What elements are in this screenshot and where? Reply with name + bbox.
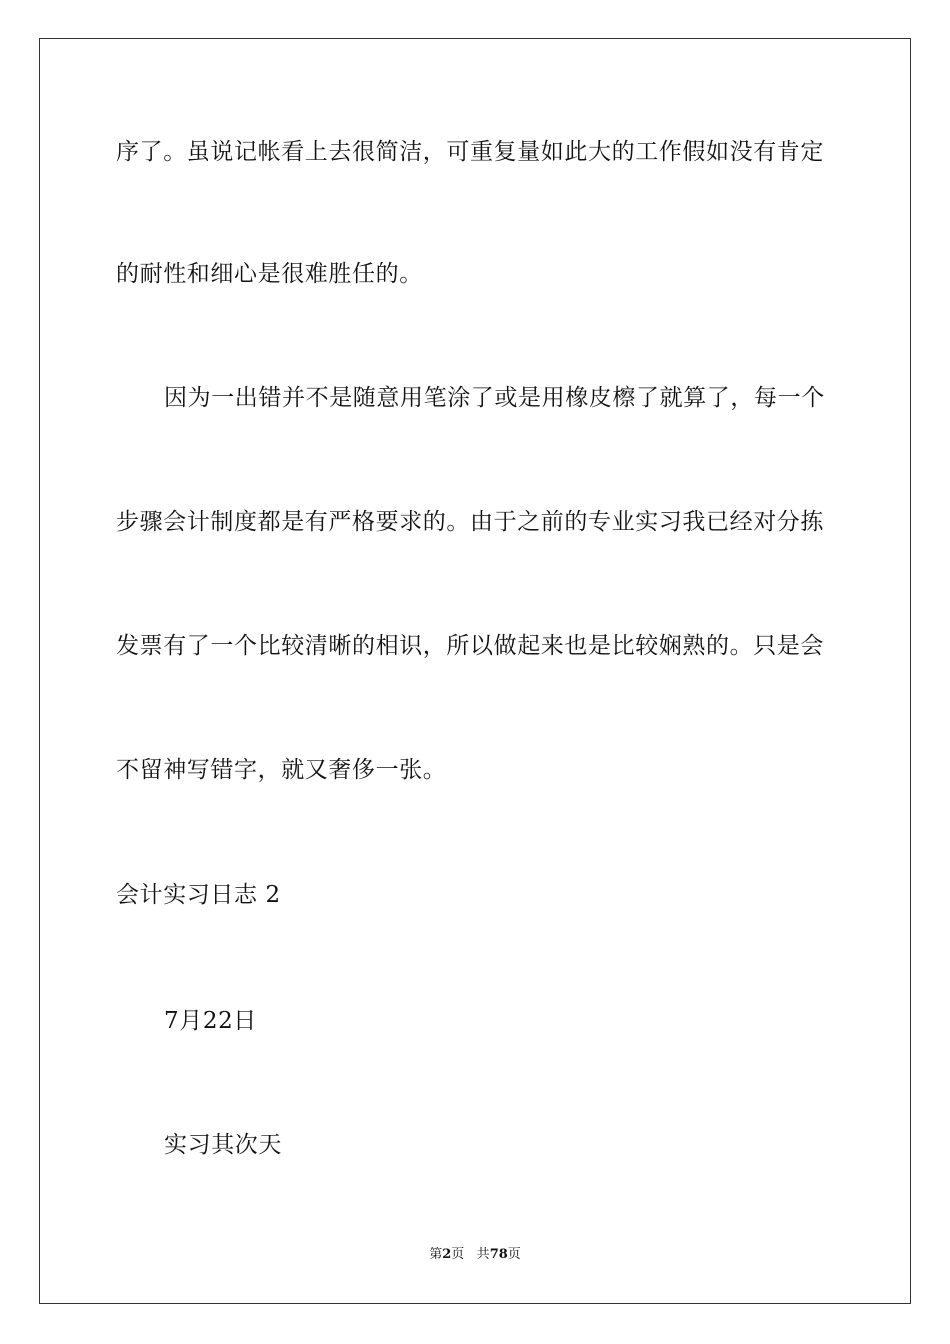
paragraph-line: 不留神写错字，就又奢侈一张。 bbox=[116, 757, 447, 783]
section-heading: 会计实习日志 2 bbox=[116, 882, 281, 908]
page-number: 2 bbox=[442, 1247, 452, 1262]
paragraph-line: 序了。虽说记帐看上去很简洁，可重复量如此大的工作假如没有肯定 bbox=[116, 139, 824, 165]
total-prefix: 共 bbox=[476, 1247, 490, 1262]
total-suffix: 页 bbox=[507, 1247, 521, 1262]
paragraph-line: 因为一出错并不是随意用笔涂了或是用橡皮檫了就算了，每一个 bbox=[164, 385, 825, 411]
paragraph-line: 发票有了一个比较清晰的相识，所以做起来也是比较娴熟的。只是会 bbox=[116, 633, 824, 659]
total-pages: 78 bbox=[489, 1247, 508, 1262]
paragraph-line: 的耐性和细心是很难胜任的。 bbox=[116, 261, 423, 287]
entry-subtitle: 实习其次天 bbox=[164, 1132, 282, 1158]
page-prefix: 第 bbox=[429, 1247, 443, 1262]
paragraph-line: 步骤会计制度都是有严格要求的。由于之前的专业实习我已经对分拣 bbox=[116, 509, 824, 535]
page-border bbox=[39, 38, 911, 1304]
entry-date: 7月22日 bbox=[164, 1008, 257, 1034]
page-footer bbox=[0, 1246, 950, 1264]
page-suffix: 页 bbox=[451, 1247, 465, 1262]
